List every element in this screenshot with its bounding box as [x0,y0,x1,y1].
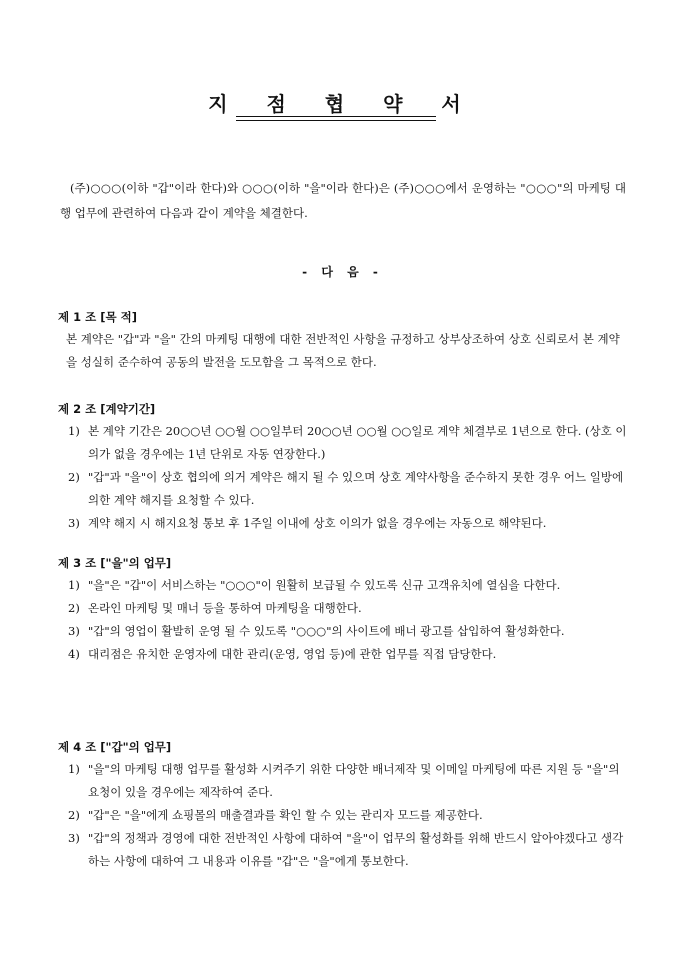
item-text: 대리점은 유치한 운영자에 대한 관리(운영, 영업 등)에 관한 업무를 직접 담당한다. [88,647,497,661]
item-number: 3) [68,831,80,845]
item-text: "갑"과 "을"이 상호 협의에 의거 계약은 해지 될 수 있으며 상호 계약사항을 준수하지 못한 경우 어느 일방에 의한 계약 해지를 요청할 수 있다. [88,470,624,507]
item-text: "갑"의 정책과 경영에 대한 전반적인 사항에 대하여 "을"이 업무의 활성화를 위해 반드시 알아야겠다고 생각하는 사항에 대하여 그 내용과 이유를 "갑"은 "을"에게 통보한다. [88,831,624,868]
article-1-heading: 제 1 조 [목 적] [58,310,137,324]
item-text: "을"의 마케팅 대행 업무를 활성화 시켜주기 위한 다양한 배너제작 및 이메일 마케팅에 따른 지원 등 "을"의 요청이 있을 경우에는 제작하여 준다. [88,762,620,799]
article-2-heading: 제 2 조 [계약기간] [58,402,156,416]
article-3-item [58,574,628,597]
title-underline-top [236,116,436,117]
article-3-heading: 제 3 조 ["을"의 업무] [58,556,172,570]
item-number: 1) [68,578,80,592]
article-2 [58,398,628,535]
item-number: 3) [68,624,80,638]
item-number: 2) [68,808,80,822]
item-text: "갑"의 영업이 활발히 운영 될 수 있도록 "○○○"의 사이트에 배너 광고를 삽입하여 활성화한다. [88,624,565,638]
article-3 [58,552,628,666]
item-number: 2) [68,470,80,484]
article-4-item [58,827,628,873]
article-3-item [58,597,628,620]
title-block [0,88,680,123]
article-2-item [58,512,628,535]
section-divider: - 다 음 - [302,265,378,279]
item-number: 3) [68,516,80,530]
item-text: 온라인 마케팅 및 매너 등을 통하여 마케팅을 대행한다. [88,601,362,615]
article-3-item [58,620,628,643]
intro-text: (주)○○○(이하 "갑"이라 한다)와 ○○○(이하 "을"이라 한다)은 (주)○○○에서 운영하는 "○○○"의 마케팅 대행 업무에 관련하여 다음과 같이 계약을 체결한다. [60,181,626,220]
item-text: 본 계약 기간은 20○○년 ○○월 ○○일부터 20○○년 ○○월 ○○일로 계약 체결부로 1년으로 한다. (상호 이의가 없을 경우에는 1년 단위로 자동 연장한다.) [88,424,627,461]
item-number: 1) [68,424,80,438]
article-3-item [58,643,628,666]
item-number: 4) [68,647,80,661]
item-number: 2) [68,601,80,615]
article-1-paragraph: 본 계약은 "갑"과 "을" 간의 마케팅 대행에 대한 전반적인 사항을 규정하고 상부상조하여 상호 신뢰로서 본 계약을 성실히 준수하여 공동의 발전을 도모함을 그 목적으로 한다. [66,332,620,369]
item-text: "을"은 "갑"이 서비스하는 "○○○"이 원활히 보급될 수 있도록 신규 고객유치에 열심을 다한다. [88,578,561,592]
item-text: "갑"은 "을"에게 쇼핑몰의 매출결과를 확인 할 수 있는 관리자 모드를 제공한다. [88,808,483,822]
article-4 [58,736,628,873]
article-2-item [58,466,628,512]
document-title: 지 점 협 약 서 [208,92,472,116]
article-4-item [58,758,628,804]
article-2-item [58,420,628,466]
item-number: 1) [68,762,80,776]
article-4-heading: 제 4 조 ["갑"의 업무] [58,740,172,754]
intro-paragraph [60,176,626,226]
item-text: 계약 해지 시 해지요청 통보 후 1주일 이내에 상호 이의가 없을 경우에는 자동으로 해약된다. [88,516,547,530]
article-4-item [58,804,628,827]
article-1 [58,306,628,374]
title-underline-bottom [236,120,436,121]
